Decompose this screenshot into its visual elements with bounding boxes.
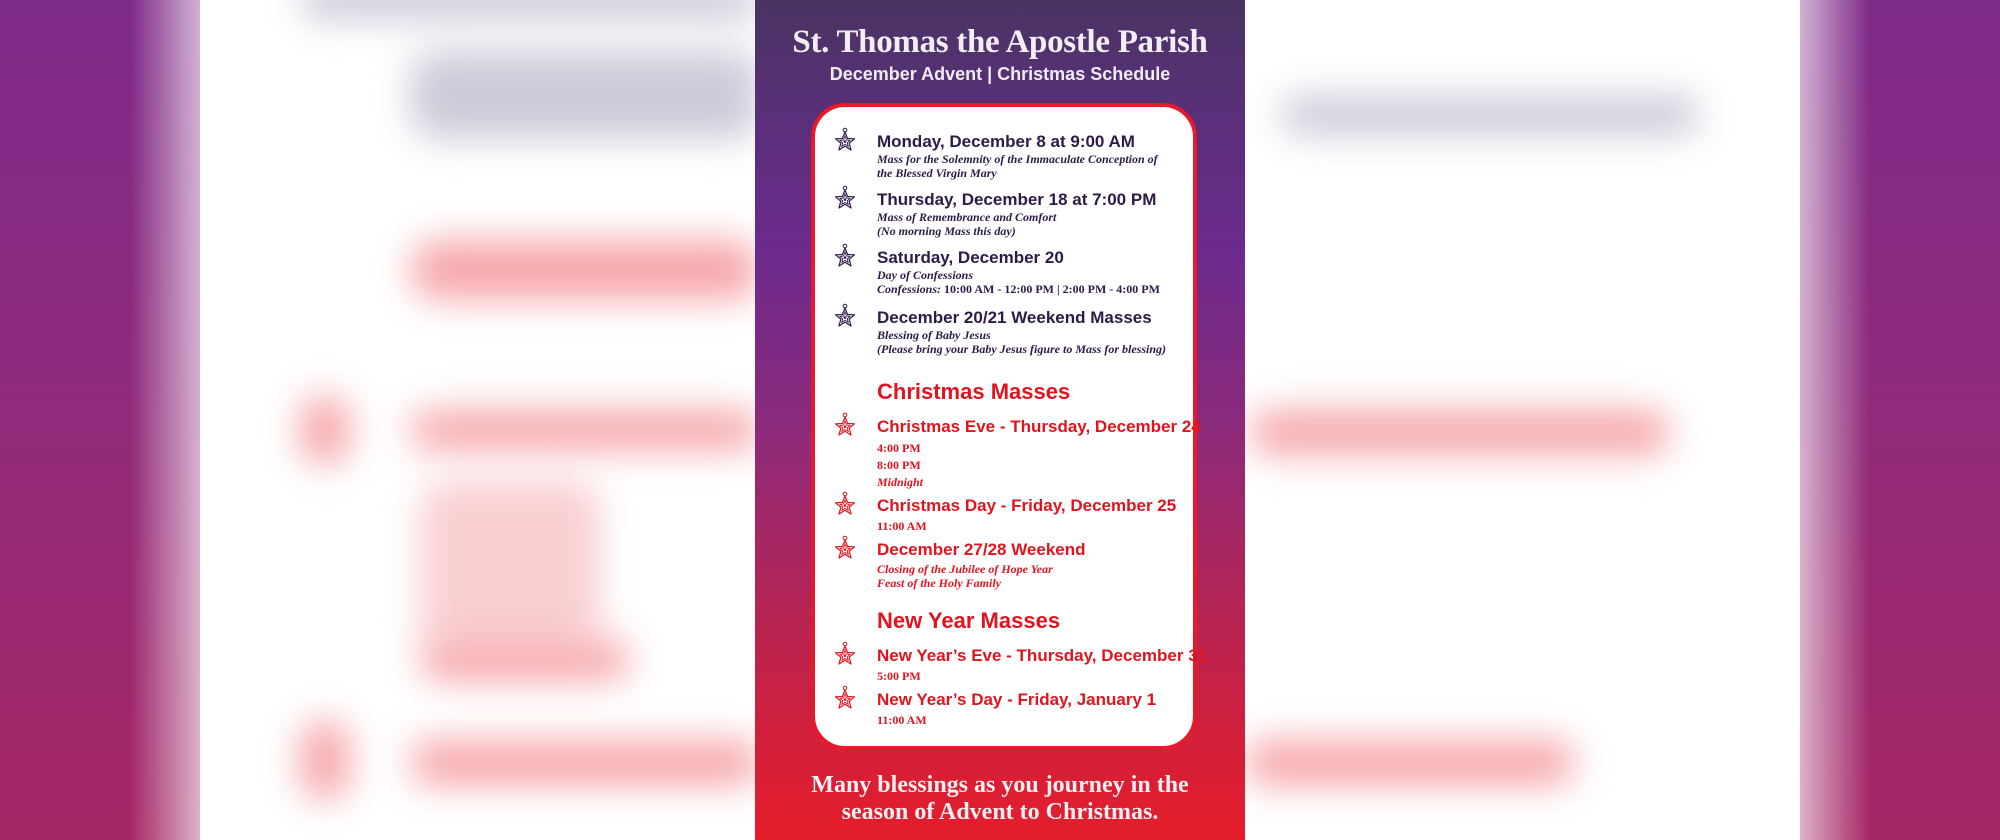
blurred-text-block (410, 740, 760, 785)
star-ornament-icon (833, 640, 857, 668)
confessions-times: 10:00 AM - 12:00 PM | 2:00 PM - 4:00 PM (944, 282, 1160, 296)
event-heading: Saturday, December 20 (877, 248, 1064, 267)
blurred-text-block (420, 480, 600, 650)
event-detail: Blessing of Baby Jesus (877, 328, 991, 342)
star-ornament-icon (833, 684, 857, 712)
event-day-of-confessions (833, 248, 1183, 296)
event-heading: Christmas Day - Friday, December 25 (877, 496, 1177, 515)
blessing-line-1: Many blessings as you journey in the (811, 772, 1189, 798)
schedule-subtitle: December Advent | Christmas Schedule (829, 64, 1171, 84)
mass-time: 11:00 AM (877, 713, 927, 727)
event-detail: Feast of the Holy Family (877, 576, 1001, 590)
background-fade-left (130, 0, 240, 840)
blurred-text-block (410, 410, 760, 450)
event-heading: Christmas Eve - Thursday, December 24 (877, 417, 1201, 436)
star-ornament-icon (833, 411, 857, 439)
event-heading: December 27/28 Weekend (877, 540, 1086, 559)
parish-title: St. Thomas the Apostle Parish (792, 24, 1208, 60)
event-holy-family-weekend (833, 540, 1183, 590)
star-ornament-icon (833, 242, 857, 270)
event-heading: New Year’s Eve - Thursday, December 31 (877, 646, 1208, 665)
mass-time: 8:00 PM (877, 458, 921, 472)
star-ornament-icon (833, 490, 857, 518)
event-weekend-masses (833, 308, 1183, 356)
mass-time: 11:00 AM (877, 519, 927, 533)
confessions-label: Confessions: (877, 282, 942, 296)
blurred-text-block (420, 640, 630, 680)
star-ornament-icon (833, 126, 857, 154)
star-ornament-icon (833, 302, 857, 330)
christmas-masses-heading: Christmas Masses (877, 379, 1071, 404)
blurred-text-block (410, 50, 760, 140)
confessions-times-line (877, 282, 1183, 296)
schedule-flyer (755, 0, 1245, 840)
schedule-card (811, 103, 1208, 750)
event-detail: the Blessed Virgin Mary (877, 166, 997, 180)
event-christmas-day (833, 496, 1183, 533)
blurred-icon (300, 720, 350, 800)
event-detail: (Please bring your Baby Jesus figure to Mass for blessing) (877, 342, 1167, 356)
mass-time: 5:00 PM (877, 669, 921, 683)
mass-time: Midnight (877, 475, 924, 489)
blurred-text-block (410, 240, 760, 300)
event-christmas-eve (833, 417, 1201, 491)
background-fade-right (1760, 0, 1870, 840)
event-detail: (No morning Mass this day) (877, 224, 1016, 238)
event-heading: Monday, December 8 at 9:00 AM (877, 132, 1135, 151)
event-heading: Thursday, December 18 at 7:00 PM (877, 190, 1157, 209)
blurred-text-block (300, 0, 760, 20)
event-detail: Day of Confessions (877, 268, 974, 282)
star-ornament-icon (833, 534, 857, 562)
blurred-text-block (1280, 95, 1700, 135)
event-immaculate-conception (833, 132, 1183, 180)
event-remembrance-mass (833, 190, 1183, 238)
event-heading: New Year’s Day - Friday, January 1 (877, 690, 1157, 709)
new-year-masses-heading: New Year Masses (877, 608, 1061, 633)
blurred-text-block (1250, 410, 1670, 455)
mass-time: 4:00 PM (877, 441, 921, 455)
blessing-message (755, 772, 1245, 826)
event-detail: Mass of Remembrance and Comfort (877, 210, 1057, 224)
event-new-years-day (833, 690, 1183, 727)
blessing-line-2: season of Advent to Christmas. (841, 799, 1159, 825)
blurred-text-block (1245, 740, 1575, 785)
event-new-years-eve (833, 646, 1208, 683)
event-heading: December 20/21 Weekend Masses (877, 308, 1152, 327)
star-ornament-icon (833, 184, 857, 212)
blurred-icon (300, 395, 350, 465)
event-detail: Mass for the Solemnity of the Immaculate Conception of (877, 152, 1158, 166)
event-detail: Closing of the Jubilee of Hope Year (877, 562, 1053, 576)
